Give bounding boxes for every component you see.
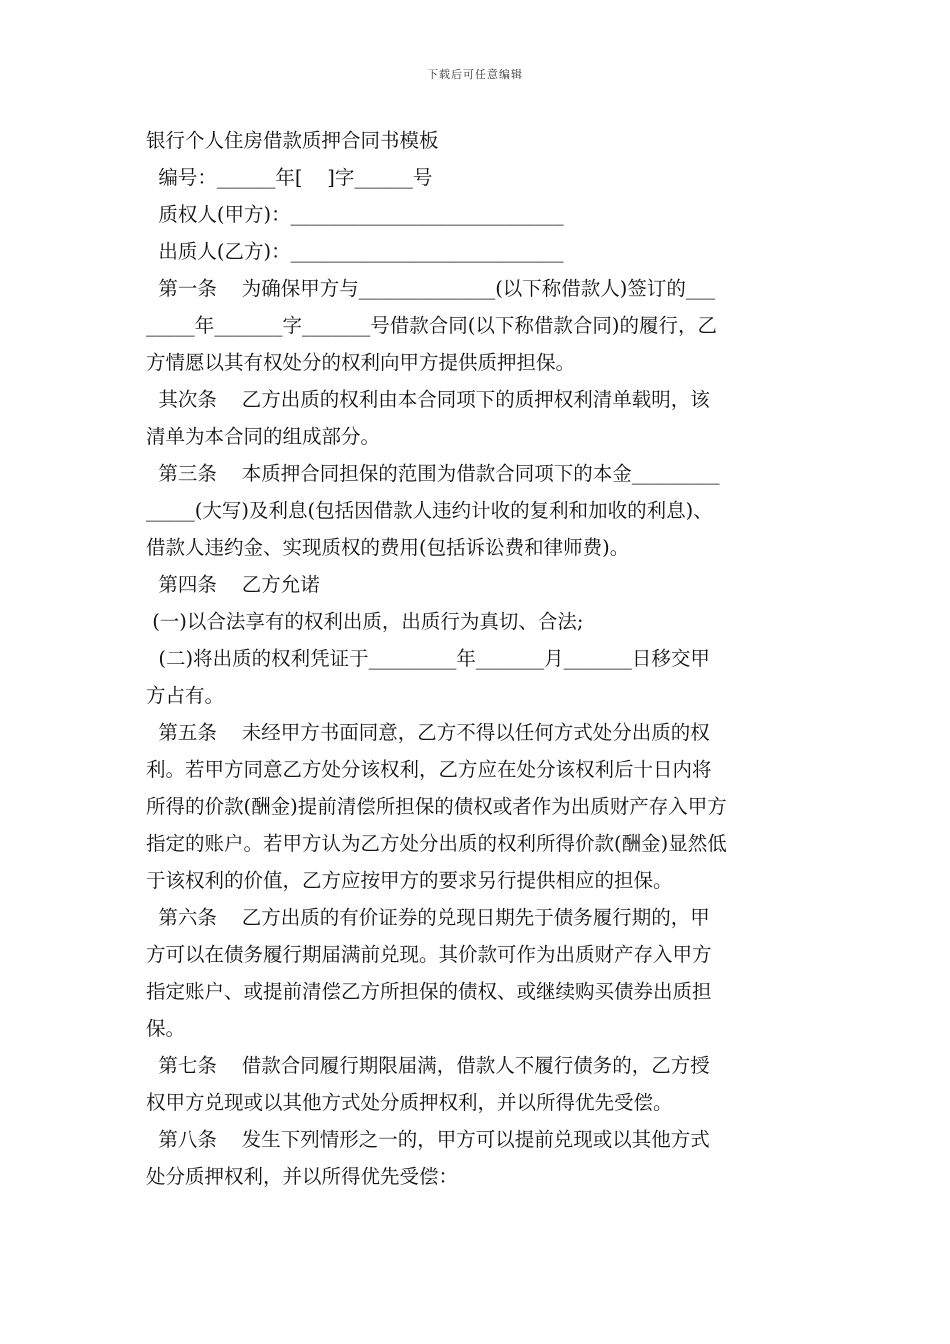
article-5-line: 指定的账户。若甲方认为乙方处分出质的权利所得价款(酬金)显然低	[146, 832, 727, 855]
article-2-line: 其次条 乙方出质的权利由本合同项下的质押权利清单载明，该	[146, 388, 710, 411]
article-2	[146, 381, 810, 455]
article-7-line: 第七条 借款合同履行期限届满，借款人不履行债务的，乙方授	[146, 1054, 710, 1077]
article-4-line: 方占有。	[146, 684, 225, 707]
article-8-line: 处分质押权利，并以所得优先受偿：	[146, 1165, 459, 1188]
article-3-line: _____(大写)及利息(包括因借款人违约计收的复利和加收的利息)、	[146, 499, 713, 522]
article-8-line: 第八条 发生下列情形之一的，甲方可以提前兑现或以其他方式	[146, 1128, 710, 1151]
pledgee-line: 质权人(甲方)：____________________________	[146, 203, 564, 226]
article-2-line: 清单为本合同的组成部分。	[146, 425, 381, 448]
article-5-line: 第五条 未经甲方书面同意，乙方不得以任何方式处分出质的权	[146, 721, 710, 744]
pledgor-line: 出质人(乙方)：____________________________	[146, 240, 564, 263]
article-5-line: 于该权利的价值，乙方应按甲方的要求另行提供相应的担保。	[146, 869, 673, 892]
article-6-line: 保。	[146, 1017, 186, 1040]
article-3	[146, 455, 810, 566]
article-4-line: (二)将出质的权利凭证于_________年_______月_______日移交甲	[146, 647, 710, 670]
article-7	[146, 1047, 810, 1121]
article-6-line: 指定账户、或提前清偿乙方所担保的债权、或继续购买债券出质担	[146, 980, 712, 1003]
article-5-line: 所得的价款(酬金)提前清偿所担保的债权或者作为出质财产存入甲方	[146, 795, 727, 818]
article-4-line: (一)以合法享有的权利出质，出质行为真切、合法;	[146, 610, 584, 633]
article-3-line: 第三条 本质押合同担保的范围为借款合同项下的本金_________	[146, 462, 720, 485]
article-5	[146, 714, 810, 899]
article-1	[146, 270, 810, 381]
article-4-line: 第四条 乙方允诺	[146, 573, 320, 596]
article-6-line: 方可以在债务履行期届满前兑现。其价款可作为出质财产存入甲方	[146, 943, 712, 966]
document-title: 银行个人住房借款质押合同书模板	[146, 129, 439, 152]
article-1-line: _____年_______字_______号借款合同(以下称借款合同)的履行，乙	[146, 314, 717, 337]
article-6-line: 第六条 乙方出质的有价证券的兑现日期先于债务履行期的，甲	[146, 906, 710, 929]
article-3-line: 借款人违约金、实现质权的费用(包括诉讼费和律师费)。	[146, 536, 630, 559]
contract-number-line: 编号：______年[ ]字______号	[146, 166, 433, 189]
header-note: 下载后可任意编辑	[427, 68, 523, 81]
article-8	[146, 1121, 810, 1195]
article-6	[146, 899, 810, 1047]
article-7-line: 权甲方兑现或以其他方式处分质押权利，并以所得优先受偿。	[146, 1091, 673, 1114]
article-4	[146, 566, 810, 714]
article-1-line: 第一条 为确保甲方与______________(以下称借款人)签订的___	[146, 277, 716, 300]
contract-document	[146, 122, 810, 1195]
article-1-line: 方情愿以其有权处分的权利向甲方提供质押担保。	[146, 351, 576, 374]
article-5-line: 利。若甲方同意乙方处分该权利，乙方应在处分该权利后十日内将	[146, 758, 712, 781]
